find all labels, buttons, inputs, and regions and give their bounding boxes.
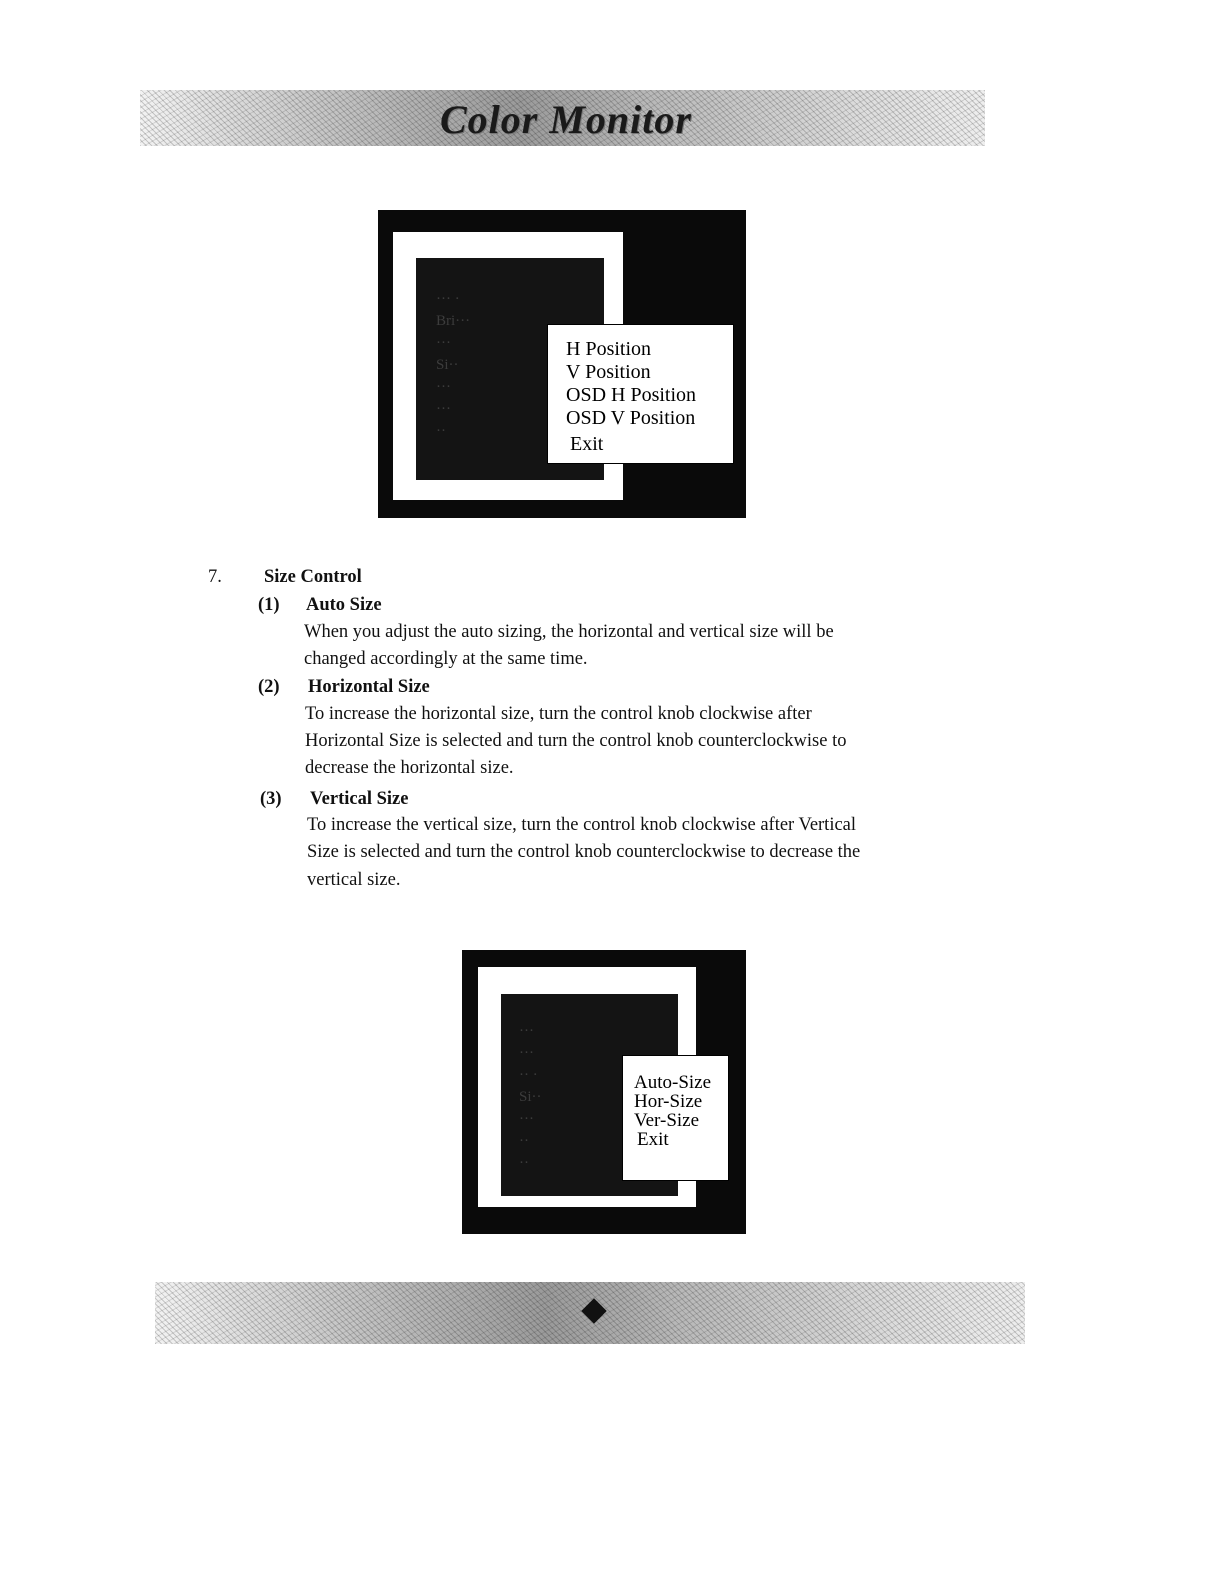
menu-item-h-position: H Position <box>566 338 652 360</box>
menu-item-osd-h-position: OSD H Position <box>566 384 697 406</box>
footer-ornament-icon <box>581 1298 606 1323</box>
item-1-title: Auto Size <box>306 595 382 615</box>
item-1-line-2: changed accordingly at the same time. <box>304 649 588 669</box>
osd-main-menu-panel-2: ··· ··· ·· · Si·· ··· ·· ·· <box>501 994 678 1196</box>
menu-item-v-position: V Position <box>566 361 651 383</box>
footer-banner <box>155 1282 1025 1344</box>
menu-item-hor-size: Hor-Size <box>634 1091 703 1112</box>
menu-item-auto-size: Auto-Size <box>634 1072 712 1093</box>
item-2-title: Horizontal Size <box>308 677 430 697</box>
item-3-line-3: vertical size. <box>307 870 401 890</box>
osd-main-menu-panel: ··· · Bri··· ··· Si·· ··· ··· ·· <box>416 258 604 480</box>
section-size-control <box>208 564 988 904</box>
menu-item-osd-v-position: OSD V Position <box>566 407 696 429</box>
menu-item-exit-2: Exit <box>637 1129 669 1150</box>
item-3-line-2: Size is selected and turn the control knob counterclockwise to decrease the <box>307 842 861 862</box>
item-2-line-3: decrease the horizontal size. <box>305 758 514 778</box>
item-2-line-2: Horizontal Size is selected and turn the control knob counterclockwise to <box>305 731 847 751</box>
osd-submenu-size <box>622 1055 729 1181</box>
item-1-line-1: When you adjust the auto sizing, the horizontal and vertical size will be <box>304 622 834 642</box>
section-title: Size Control <box>264 567 362 587</box>
item-3-title: Vertical Size <box>310 789 409 809</box>
menu-item-ver-size: Ver-Size <box>634 1110 700 1131</box>
header-banner <box>140 90 985 146</box>
item-2-number: (2) <box>258 677 280 697</box>
item-3-number: (3) <box>260 789 282 809</box>
menu-item-exit: Exit <box>570 433 604 455</box>
header-title: Color Monitor <box>440 97 692 142</box>
item-2-line-1: To increase the horizontal size, turn the control knob clockwise after <box>305 704 812 724</box>
item-1-number: (1) <box>258 595 280 615</box>
item-3-line-1: To increase the vertical size, turn the control knob clockwise after Vertical <box>307 815 857 835</box>
section-number: 7. <box>208 567 222 587</box>
osd-submenu-position <box>547 324 734 464</box>
